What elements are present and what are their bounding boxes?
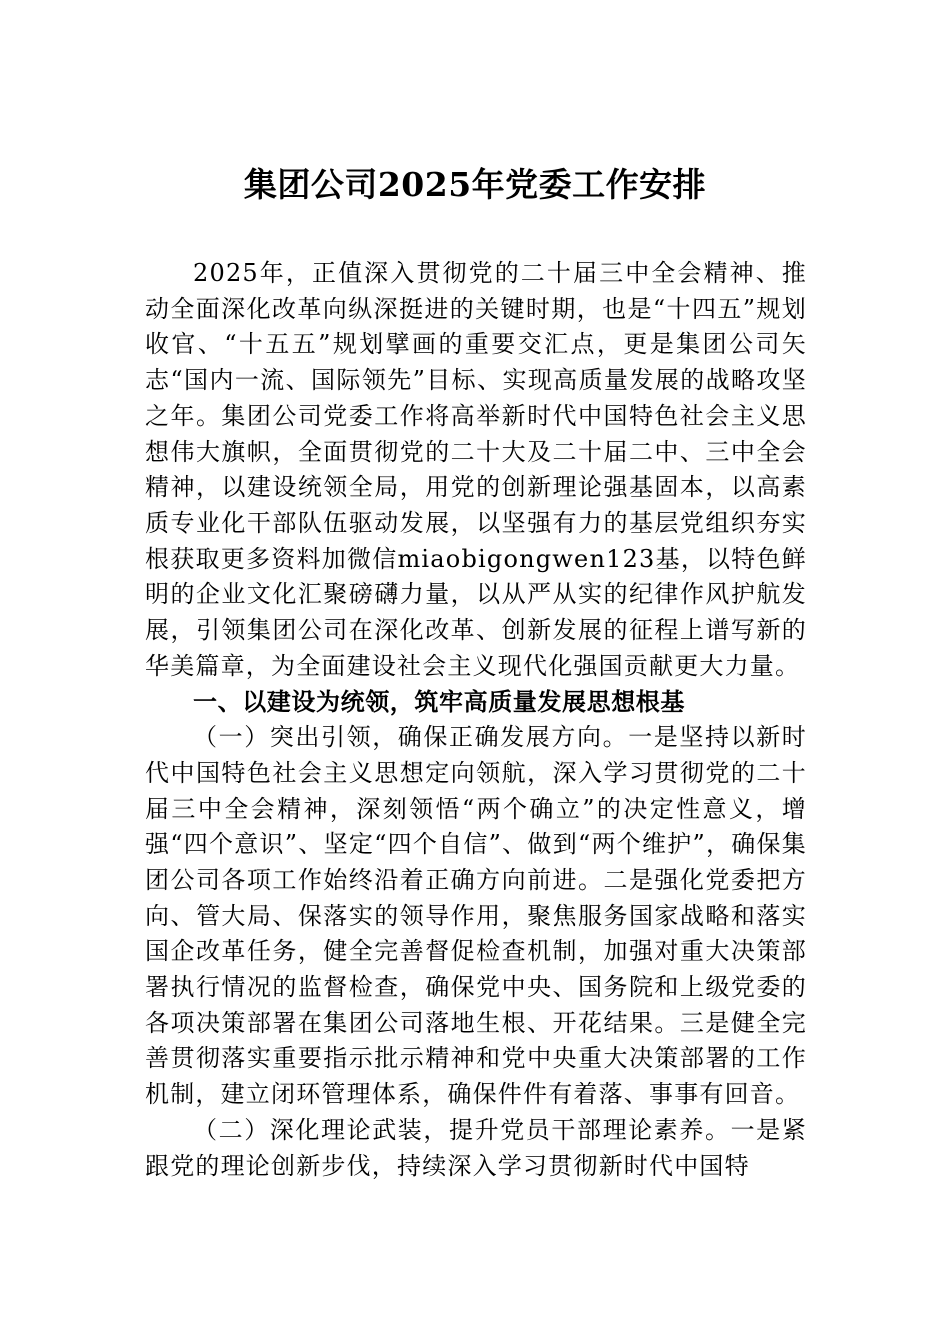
document-body (145, 256, 807, 1184)
section-heading-1: 一、以建设为统领，筑牢高质量发展思想根基 (193, 687, 685, 717)
subsection-paragraph-1: （一）突出引领，确保正确发展方向。一是坚持以新时代中国特色社会主义思想定向领航，深入学习贯彻党的二十届三中全会精神，深刻领悟“两个确立”的决定性意义，增强“四个意识”、坚定“四个自信”、做到“两个维护”，确保集团公司各项工作始终沿着正确方向前进。二是强化党委把方向、管大局、保落实的领导作用，聚焦服务国家战略和落实国企改革任务，健全完善督促检查机制，加强对重大决策部署执行情况的监督检查，确保党中央、国务院和上级党委的各项决策部署在集团公司落地生根、开花结果。三是健全完善贯彻落实重要指示批示精神和党中央重大决策部署的工作机制，建立闭环管理体系，确保件件有着落、事事有回音。 (145, 723, 807, 1109)
intro-paragraph: 2025年，正值深入贯彻党的二十届三中全会精神、推动全面深化改革向纵深挺进的关键时期，也是“十四五”规划收官、“十五五”规划擘画的重要交汇点，更是集团公司矢志“国内一流、国际领先”目标、实现高质量发展的战略攻坚之年。集团公司党委工作将高举新时代中国特色社会主义思想伟大旗帜，全面贯彻党的二十大及二十届二中、三中全会精神，以建设统领全局，用党的创新理论强基固本，以高素质专业化干部队伍驱动发展，以坚强有力的基层党组织夯实根获取更多资料加微信miaobigongwen123基，以特色鲜明的企业文化汇聚磅礴力量，以从严从实的纪律作风护航发展，引领集团公司在深化改革、创新发展的征程上谱写新的华美篇章，为全面建设社会主义现代化强国贡献更大力量。 (145, 259, 807, 680)
subsection-paragraph-2: （二）深化理论武装，提升党员干部理论素养。一是紧跟党的理论创新步伐，持续深入学习贯彻新时代中国特 (145, 1115, 807, 1180)
document-title: 集团公司2025年党委工作安排 (243, 165, 707, 204)
